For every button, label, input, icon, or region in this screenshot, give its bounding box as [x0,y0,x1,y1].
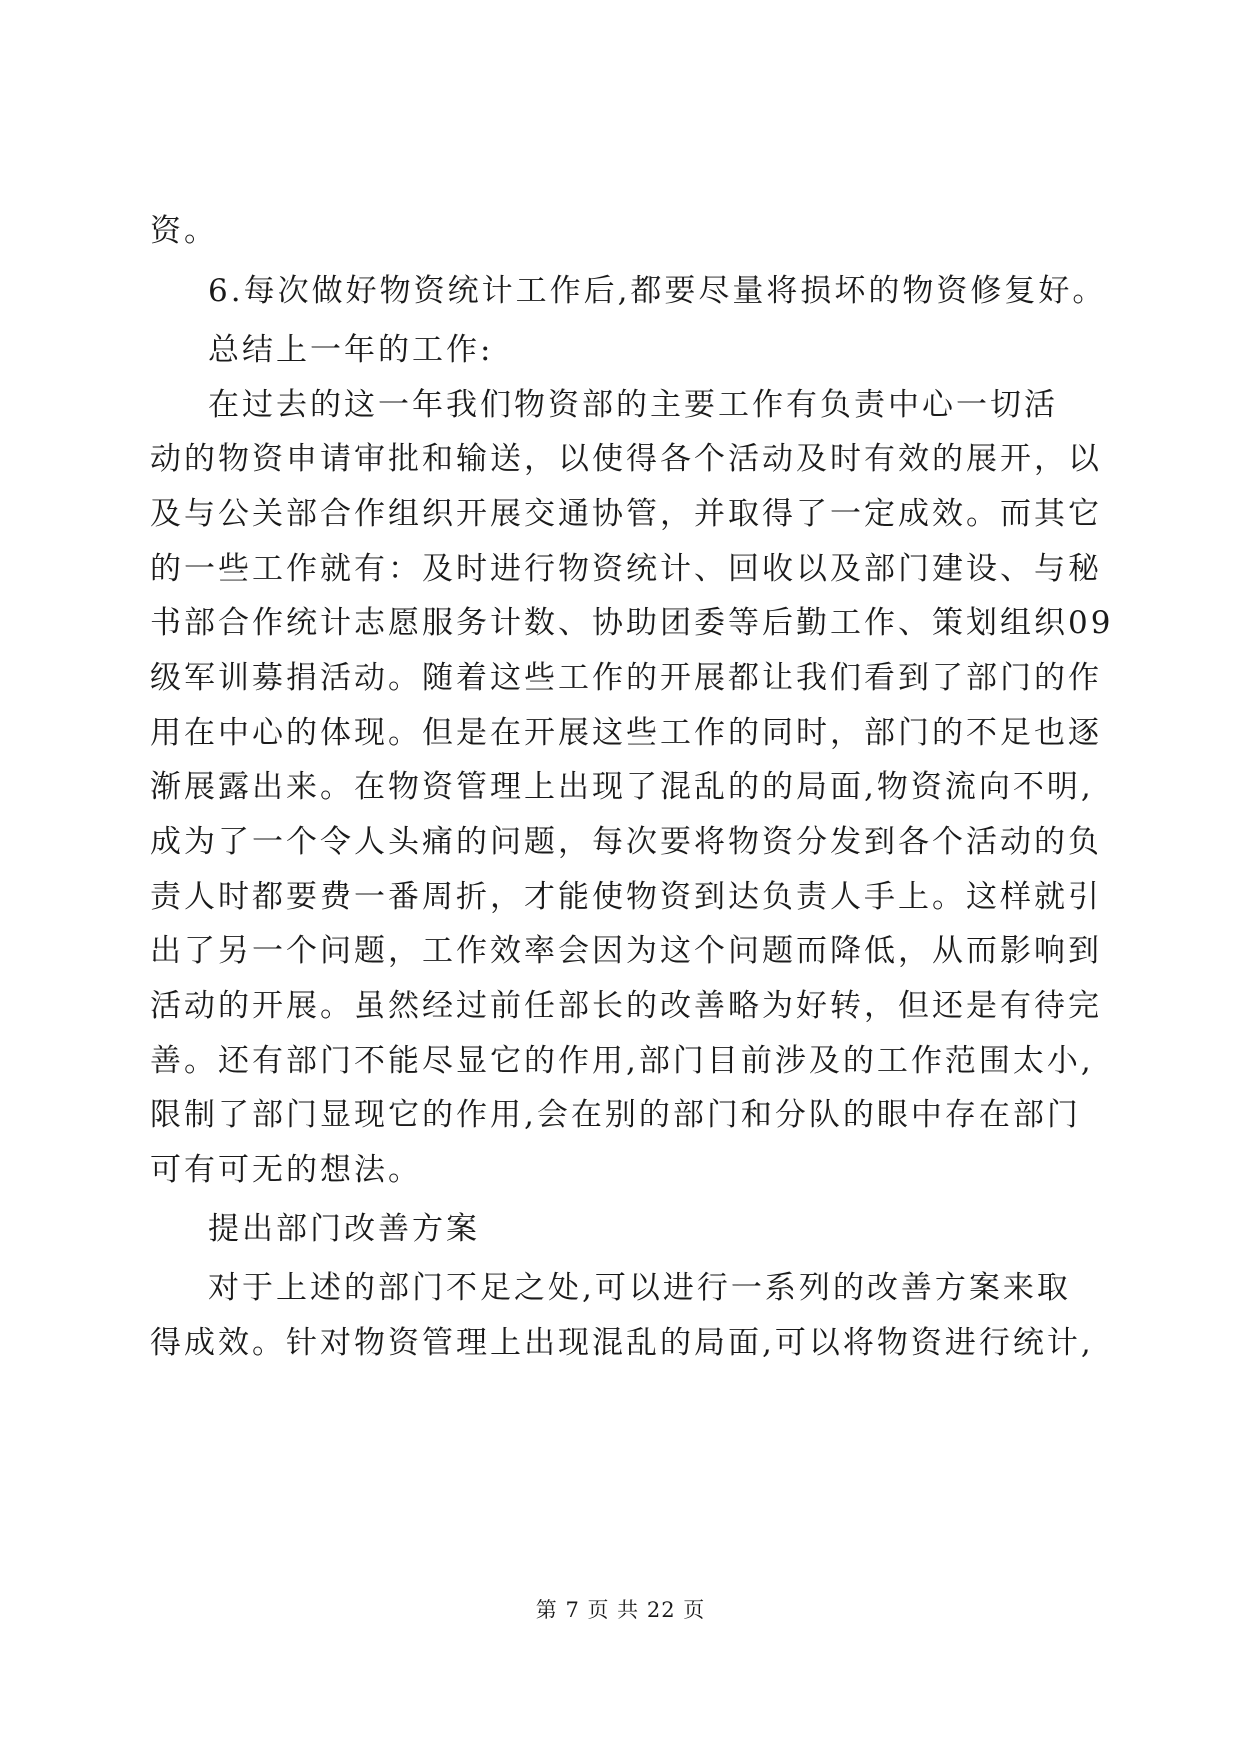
paragraph-line: 用在中心的体现。但是在开展这些工作的同时，部门的不足也逐 [150,715,1102,751]
paragraph-line: 书部合作统计志愿服务计数、协助团委等后勤工作、策划组织09 [150,605,1114,641]
paragraph-line: 善。还有部门不能尽显它的作用,部门目前涉及的工作范围太小, [150,1043,1094,1079]
paragraph-line: 渐展露出来。在物资管理上出现了混乱的的局面,物资流向不明, [150,769,1094,805]
paragraph-line: 成为了一个令人头痛的问题，每次要将物资分发到各个活动的负 [150,824,1102,860]
paragraph-line: 6.每次做好物资统计工作后,都要尽量将损坏的物资修复好。 [208,273,1107,309]
section-heading: 提出部门改善方案 [208,1211,480,1247]
paragraph-line: 资。 [150,213,218,249]
paragraph-line: 的一些工作就有：及时进行物资统计、回收以及部门建设、与秘 [150,551,1102,587]
paragraph-line: 对于上述的部门不足之处,可以进行一系列的改善方案来取 [208,1270,1071,1306]
paragraph-line: 活动的开展。虽然经过前任部长的改善略为好转，但还是有待完 [150,988,1102,1024]
paragraph-line: 级军训募捐活动。随着这些工作的开展都让我们看到了部门的作 [150,660,1102,696]
paragraph-line: 责人时都要费一番周折，才能使物资到达负责人手上。这样就引 [150,879,1102,915]
paragraph-line: 限制了部门显现它的作用,会在别的部门和分队的眼中存在部门 [150,1097,1081,1133]
page-number-footer: 第 7 页 共 22 页 [535,1598,706,1622]
paragraph-line: 动的物资申请审批和输送，以使得各个活动及时有效的展开，以 [150,441,1102,477]
paragraph-line: 在过去的这一年我们物资部的主要工作有负责中心一切活 [208,387,1058,423]
paragraph-line: 及与公关部合作组织开展交通协管，并取得了一定成效。而其它 [150,496,1102,532]
section-heading: 总结上一年的工作: [208,332,494,368]
paragraph-line: 可有可无的想法。 [150,1152,422,1188]
paragraph-line: 出了另一个问题，工作效率会因为这个问题而降低，从而影响到 [150,933,1102,969]
paragraph-line: 得成效。针对物资管理上出现混乱的局面,可以将物资进行统计, [150,1325,1094,1361]
